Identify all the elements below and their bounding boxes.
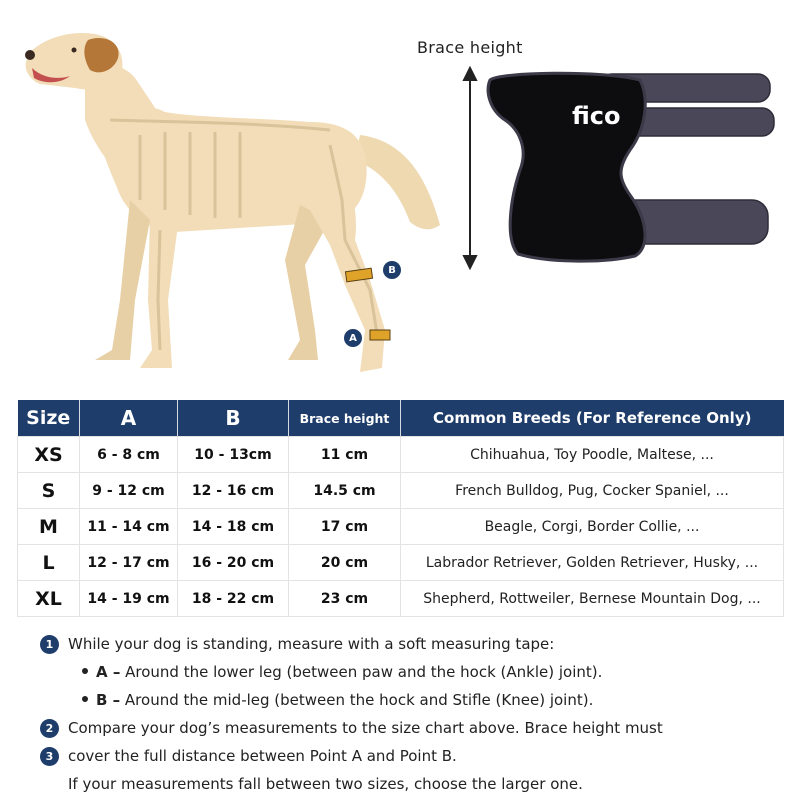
table-row xyxy=(18,581,784,617)
dog-front-leg-back xyxy=(95,200,150,360)
step-1-badge: 1 xyxy=(40,635,59,654)
header-b: B xyxy=(178,400,289,437)
brace-logo: fico xyxy=(572,102,621,130)
cell-breeds: French Bulldog, Pug, Cocker Spaniel, ... xyxy=(401,473,784,509)
marker-b: B xyxy=(383,261,401,279)
table-row xyxy=(18,437,784,473)
cell-a: 6 - 8 cm xyxy=(80,437,178,473)
cell-b: 16 - 20 cm xyxy=(178,545,289,581)
band-a xyxy=(370,330,390,340)
step-3-badge: 3 xyxy=(40,747,59,766)
cell-breeds: Labrador Retriever, Golden Retriever, Husky, ... xyxy=(401,545,784,581)
hero-svg xyxy=(0,0,800,395)
table-row xyxy=(18,509,784,545)
bullet-b-label: B – xyxy=(96,691,121,709)
bullet-a-label: A – xyxy=(96,663,121,681)
cell-height: 11 cm xyxy=(289,437,401,473)
cell-a: 11 - 14 cm xyxy=(80,509,178,545)
cell-a: 14 - 19 cm xyxy=(80,581,178,617)
marker-a: A xyxy=(344,329,362,347)
table-row xyxy=(18,473,784,509)
cell-a: 9 - 12 cm xyxy=(80,473,178,509)
dog-illustration xyxy=(25,33,440,372)
brace-product xyxy=(488,73,774,261)
dog-nose xyxy=(25,50,35,60)
cell-size: L xyxy=(18,545,80,581)
bullet-a-text: Around the lower leg (between paw and the hock (Ankle) joint). xyxy=(120,663,603,681)
cell-height: 14.5 cm xyxy=(289,473,401,509)
cell-b: 12 - 16 cm xyxy=(178,473,289,509)
bullet-b xyxy=(82,691,593,709)
cell-height: 20 cm xyxy=(289,545,401,581)
cell-size: XL xyxy=(18,581,80,617)
cell-breeds: Chihuahua, Toy Poodle, Maltese, ... xyxy=(401,437,784,473)
cell-size: S xyxy=(18,473,80,509)
size-note: If your measurements fall between two sizes, choose the larger one. xyxy=(68,775,583,793)
step-1-text: While your dog is standing, measure with a soft measuring tape: xyxy=(68,635,555,653)
bullet-dot xyxy=(82,668,88,674)
bullet-b-text: Around the mid-leg (between the hock and Stifle (Knee) joint). xyxy=(120,691,594,709)
bullet-dot xyxy=(82,696,88,702)
cell-breeds: Beagle, Corgi, Border Collie, ... xyxy=(401,509,784,545)
cell-a: 12 - 17 cm xyxy=(80,545,178,581)
bullet-a xyxy=(82,663,602,681)
brace-height-arrow xyxy=(464,68,476,268)
header-brace-height: Brace height xyxy=(289,400,401,437)
cell-size: XS xyxy=(18,437,80,473)
cell-b: 18 - 22 cm xyxy=(178,581,289,617)
cell-breeds: Shepherd, Rottweiler, Bernese Mountain Dog, ... xyxy=(401,581,784,617)
table-row xyxy=(18,545,784,581)
cell-b: 14 - 18 cm xyxy=(178,509,289,545)
header-a: A xyxy=(80,400,178,437)
cell-height: 23 cm xyxy=(289,581,401,617)
hero-illustration xyxy=(0,0,800,395)
dog-eye xyxy=(72,48,77,53)
table-header-row xyxy=(18,400,784,437)
step-2-badge: 2 xyxy=(40,719,59,738)
cell-height: 17 cm xyxy=(289,509,401,545)
size-chart-table xyxy=(17,400,784,617)
step-3-text: cover the full distance between Point A and Point B. xyxy=(68,747,457,765)
dog-tail xyxy=(355,135,440,229)
header-size: Size xyxy=(18,400,80,437)
brace-body xyxy=(488,73,645,261)
brace-height-title: Brace height xyxy=(417,38,523,57)
cell-b: 10 - 13cm xyxy=(178,437,289,473)
step-2-text: Compare your dog’s measurements to the size chart above. Brace height must xyxy=(68,719,663,737)
header-breeds: Common Breeds (For Reference Only) xyxy=(401,400,784,437)
cell-size: M xyxy=(18,509,80,545)
